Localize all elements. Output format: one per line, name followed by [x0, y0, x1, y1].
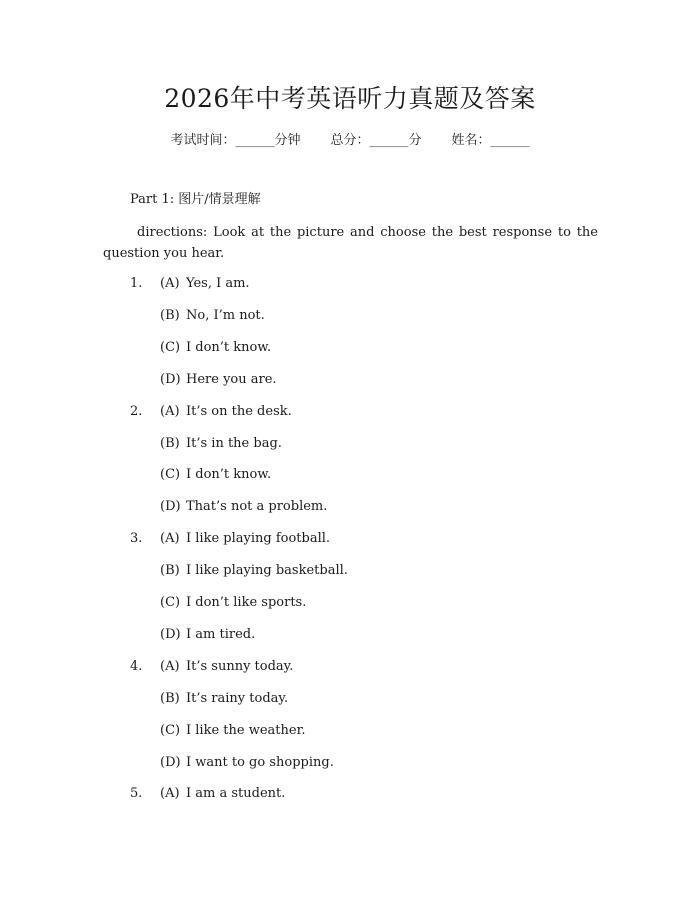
- option-item: [160, 338, 271, 358]
- option-letter: (A): [160, 658, 180, 674]
- option-item: [160, 370, 277, 390]
- option-letter: (C): [160, 339, 181, 355]
- option-letter: (B): [160, 690, 180, 706]
- option-item: [160, 625, 255, 645]
- option-letter: (B): [160, 435, 180, 451]
- option-row: [0, 753, 700, 773]
- option-item: [160, 753, 334, 773]
- option-text: It’s in the bag.: [186, 435, 282, 451]
- option-text: It’s on the desk.: [186, 403, 292, 419]
- option-text: I like the weather.: [186, 722, 306, 738]
- option-text: Yes, I am.: [186, 276, 250, 291]
- option-letter: (A): [160, 403, 180, 419]
- time-unit: 分钟: [274, 133, 301, 148]
- option-letter: (A): [160, 276, 180, 291]
- option-item: [160, 721, 306, 741]
- question-number: 3.: [130, 531, 143, 547]
- option-row: [0, 593, 700, 613]
- exam-info-line: [0, 131, 700, 151]
- option-row: [0, 402, 700, 422]
- option-text: No, I’m not.: [186, 307, 265, 323]
- option-text: I am tired.: [186, 626, 256, 642]
- option-text: I am a student.: [186, 786, 286, 802]
- option-item: [160, 784, 285, 804]
- option-item: [160, 306, 265, 326]
- option-row: [0, 465, 700, 485]
- option-text: I don’t know.: [186, 339, 272, 355]
- option-row: [0, 338, 700, 358]
- option-item: [160, 434, 282, 454]
- question-number: 1.: [130, 276, 143, 291]
- option-text: I want to go shopping.: [186, 754, 334, 770]
- option-row: [0, 689, 700, 709]
- section-heading: Part 1: 图片/情景理解: [130, 192, 261, 207]
- option-row: [0, 561, 700, 581]
- page-title: 2026年中考英语听力真题及答案: [164, 84, 536, 113]
- option-letter: (A): [160, 786, 180, 802]
- question-number: 5.: [130, 786, 143, 802]
- option-item: [160, 529, 330, 549]
- directions-paragraph: directions: Look at the picture and choose the best response to the question you hear.: [103, 225, 598, 261]
- question-number: 2.: [130, 403, 143, 419]
- option-item: [160, 561, 348, 581]
- option-text: It’s rainy today.: [186, 690, 289, 706]
- time-blank: ______: [235, 133, 275, 148]
- option-row: [0, 434, 700, 454]
- option-row: [0, 370, 700, 390]
- option-item: [160, 274, 250, 294]
- option-item: [160, 465, 271, 485]
- option-letter: (B): [160, 563, 180, 579]
- option-row: [0, 784, 700, 804]
- option-text: I like playing football.: [186, 531, 331, 547]
- option-text: I don’t know.: [186, 467, 272, 483]
- option-text: I like playing basketball.: [186, 563, 348, 579]
- option-item: [160, 402, 292, 422]
- option-letter: (D): [160, 499, 181, 515]
- option-letter: (D): [160, 754, 181, 770]
- option-letter: (A): [160, 531, 180, 547]
- option-letter: (D): [160, 626, 181, 642]
- option-row: [0, 497, 700, 517]
- score-blank: ______: [369, 133, 409, 148]
- option-row: [0, 721, 700, 741]
- option-row: [0, 306, 700, 326]
- option-item: [160, 689, 288, 709]
- option-item: [160, 497, 327, 517]
- name-label: 姓名：: [451, 133, 491, 148]
- score-unit: 分: [408, 133, 422, 148]
- option-row: [0, 274, 700, 294]
- option-row: [0, 625, 700, 645]
- option-letter: (D): [160, 371, 181, 387]
- option-letter: (C): [160, 595, 181, 610]
- option-text: It’s sunny today.: [186, 658, 294, 674]
- option-letter: (B): [160, 307, 180, 323]
- score-label: 总分：: [330, 133, 370, 148]
- option-letter: (C): [160, 722, 181, 738]
- option-text: Here you are.: [186, 371, 277, 387]
- option-row: [0, 657, 700, 677]
- option-text: That’s not a problem.: [186, 499, 328, 515]
- option-text: I don’t like sports.: [186, 595, 307, 610]
- question-number: 4.: [130, 658, 143, 674]
- option-item: [160, 657, 293, 677]
- option-item: [160, 593, 306, 613]
- option-row: [0, 529, 700, 549]
- time-label: 考试时间：: [170, 133, 236, 148]
- option-letter: (C): [160, 467, 181, 483]
- name-blank: ______: [490, 133, 530, 148]
